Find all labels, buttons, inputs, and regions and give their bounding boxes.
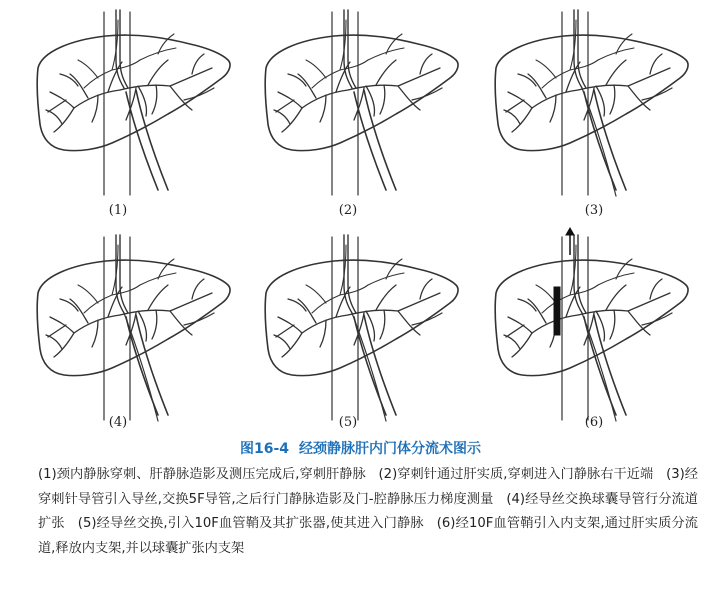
liver-illustration	[236, 0, 466, 230]
panel-4	[8, 225, 238, 455]
panel-label: (1)	[108, 203, 128, 218]
liver-illustration	[8, 0, 238, 230]
panel-label: (6)	[584, 415, 604, 430]
figure-caption	[0, 438, 721, 458]
panel-5	[236, 225, 466, 455]
legend-step-2: (2)穿刺针通过肝实质,穿刺进入门静脉右干近端	[378, 467, 654, 482]
panel-2	[236, 0, 466, 230]
legend-step-6: (6)经10F血管鞘引入内支架,通过肝实质分流道,释放内支架,并以球囊扩张内支架	[38, 516, 698, 556]
panel-3	[466, 0, 696, 230]
panel-1	[8, 0, 238, 230]
legend-step-3: (3)经穿刺针导管引入导丝,交换5F导管,之后行门静脉造影及门-腔静脉压力梯度测量	[38, 467, 698, 507]
panel-label: (2)	[338, 203, 358, 218]
panel-label: (3)	[584, 203, 604, 218]
figure-legend	[38, 463, 698, 561]
panel-label: (5)	[338, 415, 358, 430]
figure-title: 经颈静脉肝内门体分流术图示	[299, 441, 482, 457]
figure-number: 图16-4	[239, 441, 290, 457]
panel-6	[466, 225, 696, 455]
panel-label: (4)	[108, 415, 128, 430]
legend-step-4: (4)经导丝交换球囊导管行分流道扩张	[38, 491, 698, 531]
liver-illustration	[466, 0, 696, 230]
legend-step-5: (5)经导丝交换,引入10F血管鞘及其扩张器,使其进入门静脉	[77, 516, 424, 531]
legend-step-1: (1)颈内静脉穿刺、肝静脉造影及测压完成后,穿刺肝静脉	[38, 467, 366, 482]
